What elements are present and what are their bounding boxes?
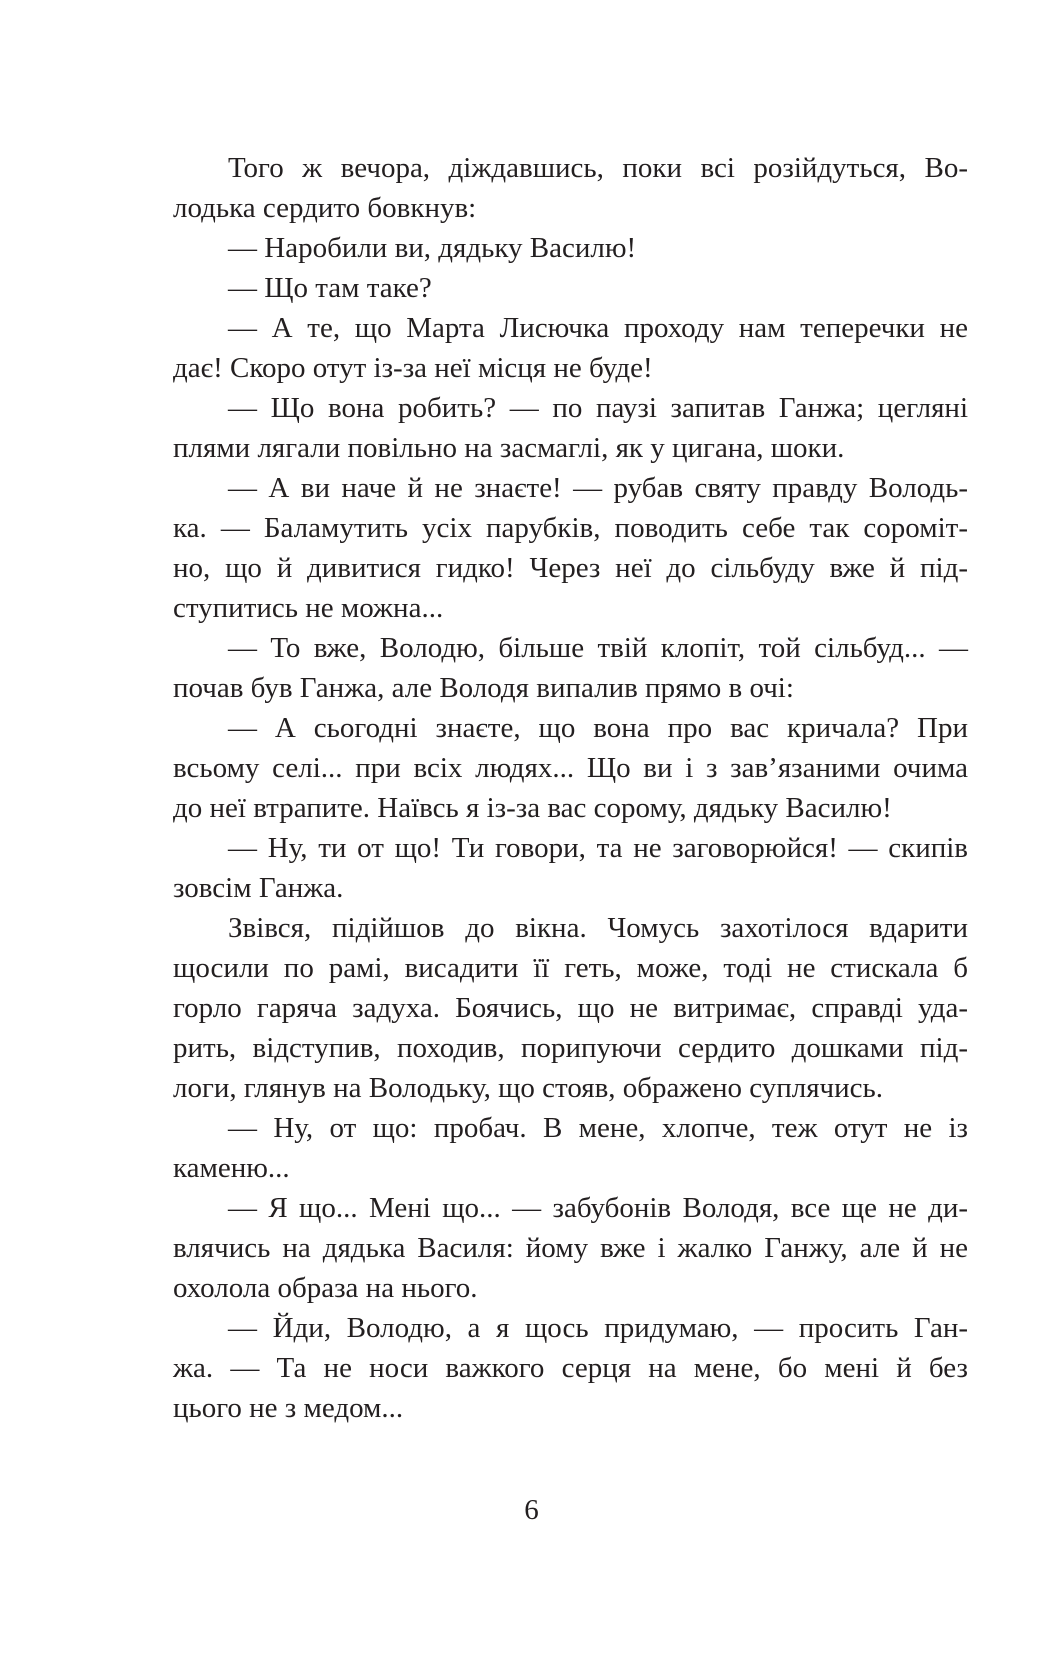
text-line: — Ну, ти от що! Ти говори, та не заговорюйся! — скипів xyxy=(228,832,968,864)
text-line: — Що там таке? xyxy=(228,272,432,304)
text-line: — То вже, Володю, більше твій клопіт, той сільбуд... — xyxy=(228,632,968,664)
text-line: охолола образа на нього. xyxy=(173,1272,478,1304)
text-line: — Я що... Мені що... — забубонів Володя, все ще не ди- xyxy=(228,1192,968,1224)
text-line: дає! Скоро отут із-за неї місця не буде! xyxy=(173,352,653,384)
text-line: влячись на дядька Василя: йому вже і жалко Ганжу, але й не xyxy=(173,1232,968,1264)
text-line: цього не з медом... xyxy=(173,1392,404,1424)
text-line: каменю... xyxy=(173,1152,290,1184)
text-line: — А те, що Марта Лисючка проходу нам теперечки не xyxy=(228,312,968,344)
text-line: Звівся, підійшов до вікна. Чомусь захотілося вдарити xyxy=(228,912,968,944)
text-line: горло гаряча задуха. Боячись, що не витримає, справді уда- xyxy=(173,992,968,1024)
text-line: зовсім Ганжа. xyxy=(173,872,344,904)
body-text xyxy=(173,148,968,1428)
text-line: — Ну, от що: пробач. В мене, хлопче, теж отут не із xyxy=(228,1112,968,1144)
text-line: плями лягали повільно на засмаглі, як у цигана, шоки. xyxy=(173,432,845,464)
text-line: ступитись не можна... xyxy=(173,592,444,624)
text-line: — А ви наче й не знаєте! — рубав святу правду Володь- xyxy=(228,472,968,504)
text-line: до неї втрапите. Наївсь я із-за вас сорому, дядьку Василю! xyxy=(173,792,892,824)
text-line: лодька сердито бовкнув: xyxy=(173,192,477,224)
text-line: почав був Ганжа, але Володя випалив прямо в очі: xyxy=(173,672,794,704)
text-line: всьому селі... при всіх людях... Що ви і з зав’язаними очима xyxy=(173,752,968,784)
text-line: — Що вона робить? — по паузі запитав Ганжа; цегляні xyxy=(228,392,968,424)
text-line: жа. — Та не носи важкого серця на мене, бо мені й без xyxy=(173,1352,968,1384)
text-line: рить, відступив, походив, порипуючи сердито дошками під- xyxy=(173,1032,968,1064)
text-line: ка. — Баламутить усіх парубків, поводить себе так сороміт- xyxy=(173,512,968,544)
text-line: — Йди, Володю, а я щось придумаю, — просить Ган- xyxy=(228,1312,968,1344)
text-line: Того ж вечора, діждавшись, поки всі розійдуться, Во- xyxy=(228,152,968,184)
text-line: но, що й дивитися гидко! Через неї до сільбуду вже й під- xyxy=(173,552,968,584)
page-number: 6 xyxy=(524,1494,539,1526)
text-line: щосили по рамі, висадити її геть, може, тоді не стискала б xyxy=(173,952,968,984)
text-line: логи, глянув на Володьку, що стояв, ображено суплячись. xyxy=(173,1072,883,1104)
text-line: — А сьогодні знаєте, що вона про вас кричала? При xyxy=(228,712,968,744)
text-line: — Наробили ви, дядьку Василю! xyxy=(228,232,637,264)
